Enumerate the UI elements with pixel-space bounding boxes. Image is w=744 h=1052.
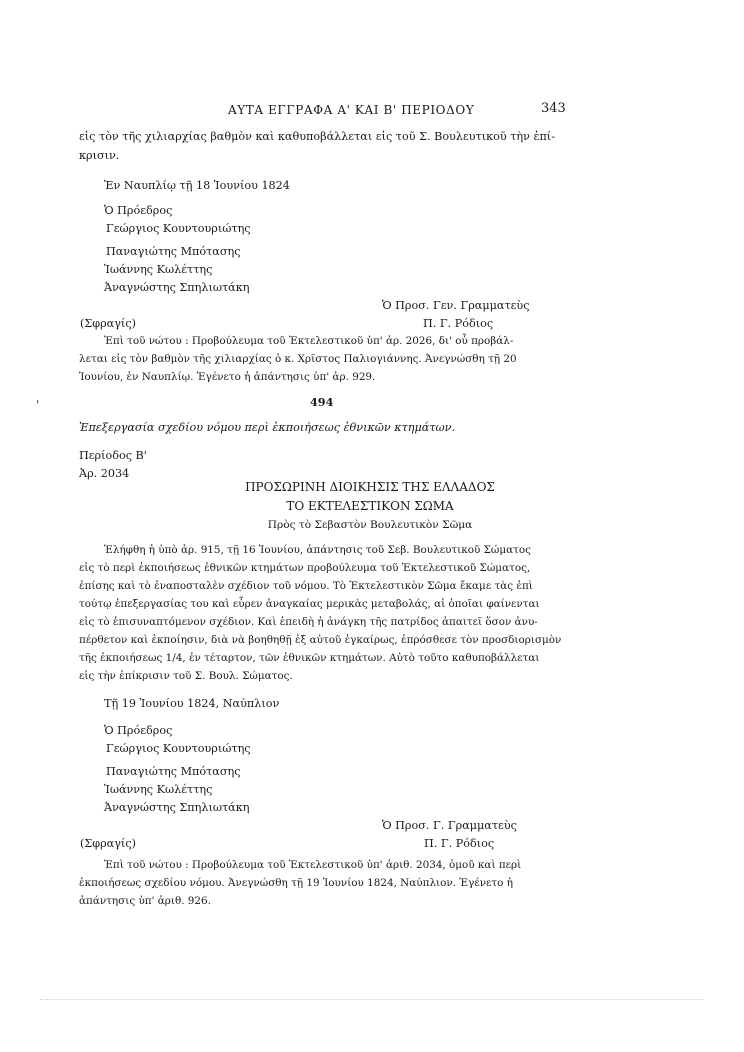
- body-line: εἰς τὸ περὶ ἐκποιήσεως ἐθνικῶν κτημάτων προβούλευμα τοῦ Ἐκτελεστικοῦ Σώματος,: [79, 562, 531, 574]
- doc2-note-line: ἀπάντησις ὑπ' ἀριθ. 926.: [79, 895, 211, 907]
- body-line: εἰς τὴν ἐπίκρισιν τοῦ Σ. Βουλ. Σώματος.: [79, 670, 293, 682]
- scan-noise-line: [40, 999, 704, 1001]
- doc1-signatory: Γεώργιος Κουντουριώτης: [106, 222, 251, 235]
- doc2-secretary-name: Π. Γ. Ρόδιος: [424, 837, 495, 850]
- body-line: ἐπίσης καὶ τὸ ἐναποσταλὲν σχέδιον τοῦ νόμου. Τὸ Ἐκτελεστικὸν Σῶμα ἔκαμε τὰς ἐπὶ: [79, 580, 533, 592]
- doc1-secretary-name: Π. Γ. Ρόδιος: [423, 317, 494, 330]
- doc1-secretary-title: Ὁ Προσ. Γεν. Γραμματεὺς: [382, 299, 530, 312]
- doc2-note-line: ἐκποιήσεως σχεδίου νόμου. Ἀνεγνώσθη τῇ 19 Ἰουνίου 1824, Ναύπλιον. Ἐγένετο ἡ: [79, 877, 513, 889]
- body-line: πέρθετον καὶ ἐκποίησιν, διὰ νὰ βοηθηθῇ ἐξ αὐτοῦ ἐγκαίρως, ἐπρόσθεσε τὸν προσδιορισμὸν: [79, 634, 562, 646]
- doc2-signatory: Ἰωάννης Κωλέττης: [104, 783, 213, 796]
- margin-mark: ': [36, 398, 40, 412]
- doc1-signatory: Ἀναγνώστης Σπηλιωτάκη: [104, 281, 250, 294]
- doc2-seal: (Σφραγίς): [80, 837, 136, 850]
- doc2-date-place: Τῇ 19 Ἰουνίου 1824, Ναύπλιον: [104, 697, 280, 710]
- doc2-secretary-title: Ὁ Προσ. Γ. Γραμματεὺς: [382, 819, 517, 832]
- addressee-line: Πρὸς τὸ Σεβαστὸν Βουλευτικὸν Σῶμα: [267, 519, 473, 531]
- body-line: τῆς ἐκποιήσεως 1/4, ἐν τέταρτον, τῶν ἐθνικῶν κτημάτων. Αὐτὸ τοῦτο καθυποβάλλεται: [79, 652, 540, 664]
- body-line: τούτῳ ἐπεξεργασίας του καὶ εὗρεν ἀναγκαίας μερικὰς μεταβολάς, αἱ ὁποῖαι φαίνενται: [79, 598, 540, 610]
- doc2-signatory: Γεώργιος Κουντουριώτης: [106, 742, 251, 755]
- running-header-title: ΑΥΤΑ ΕΓΓΡΑΦΑ Α' ΚΑΙ Β' ΠΕΡΙΟΔΟΥ: [228, 103, 475, 117]
- document-number: 494: [310, 395, 334, 409]
- doc1-place-date: Ἐν Ναυπλίῳ τῇ 18 Ἰουνίου 1824: [104, 179, 290, 192]
- doc1-president-title: Ὁ Πρόεδρος: [104, 204, 173, 217]
- doc2-signatory: Παναγιώτης Μπότασης: [106, 765, 241, 778]
- doc1-signatory: Παναγιώτης Μπότασης: [106, 245, 241, 258]
- heading-executive-body: ΤΟ ΕΚΤΕΛΕΣΤΙΚΟΝ ΣΩΜΑ: [286, 499, 454, 513]
- doc1-seal: (Σφραγίς): [80, 317, 136, 330]
- doc1-continuation-line: εἰς τὸν τῆς χιλιαρχίας βαθμὸν καὶ καθυποβάλλεται εἰς τοῦ Σ. Βουλευτικοῦ τὴν ἐπί-: [79, 130, 555, 143]
- doc1-note-line: Ἐπὶ τοῦ νώτου : Προβούλευμα τοῦ Ἐκτελεστικοῦ ὑπ' ἀρ. 2026, δι' οὗ προβάλ-: [104, 335, 514, 347]
- body-line: Ἐλήφθη ἡ ὑπὸ ἀρ. 915, τῇ 16 Ἰουνίου, ἀπάντησις τοῦ Σεβ. Βουλευτικοῦ Σώματος: [104, 544, 531, 556]
- doc1-note-line: Ἰουνίου, ἐν Ναυπλίῳ. Ἐγένετο ἡ ἀπάντησις ὑπ' ἀρ. 929.: [79, 371, 376, 383]
- reference-number: Ἀρ. 2034: [79, 467, 130, 480]
- period-label: Περίοδος Β': [79, 449, 147, 462]
- heading-government: ΠΡΟΣΩΡΙΝΗ ΔΙΟΙΚΗΣΙΣ ΤΗΣ ΕΛΛΑΔΟΣ: [245, 480, 495, 494]
- document-subject: Ἐπεξεργασία σχεδίου νόμου περὶ ἐκποιήσεως ἐθνικῶν κτημάτων.: [79, 421, 455, 434]
- page-number: 343: [541, 101, 566, 116]
- doc2-signatory: Ἀναγνώστης Σπηλιωτάκη: [104, 801, 250, 814]
- body-line: εἰς τὸ ἐπισυναπτόμενον σχέδιον. Καὶ ἐπειδὴ ἡ ἀνάγκη τῆς πατρίδος ἀπαιτεῖ ὅσον ἀνυ-: [79, 616, 538, 628]
- doc2-president-title: Ὁ Πρόεδρος: [104, 724, 173, 737]
- doc1-note-line: λεται εἰς τὸν βαθμὸν τῆς χιλιαρχίας ὁ κ. Χρῖστος Παλιογιάννης. Ἀνεγνώσθη τῇ 20: [79, 353, 517, 365]
- doc2-note-line: Ἐπὶ τοῦ νώτου : Προβούλευμα τοῦ Ἐκτελεστικοῦ ὑπ' ἀριθ. 2034, ὁμοῦ καὶ περὶ: [104, 859, 522, 871]
- doc1-continuation-line: κρισιν.: [79, 149, 120, 162]
- doc1-signatory: Ἰωάννης Κωλέττης: [104, 263, 213, 276]
